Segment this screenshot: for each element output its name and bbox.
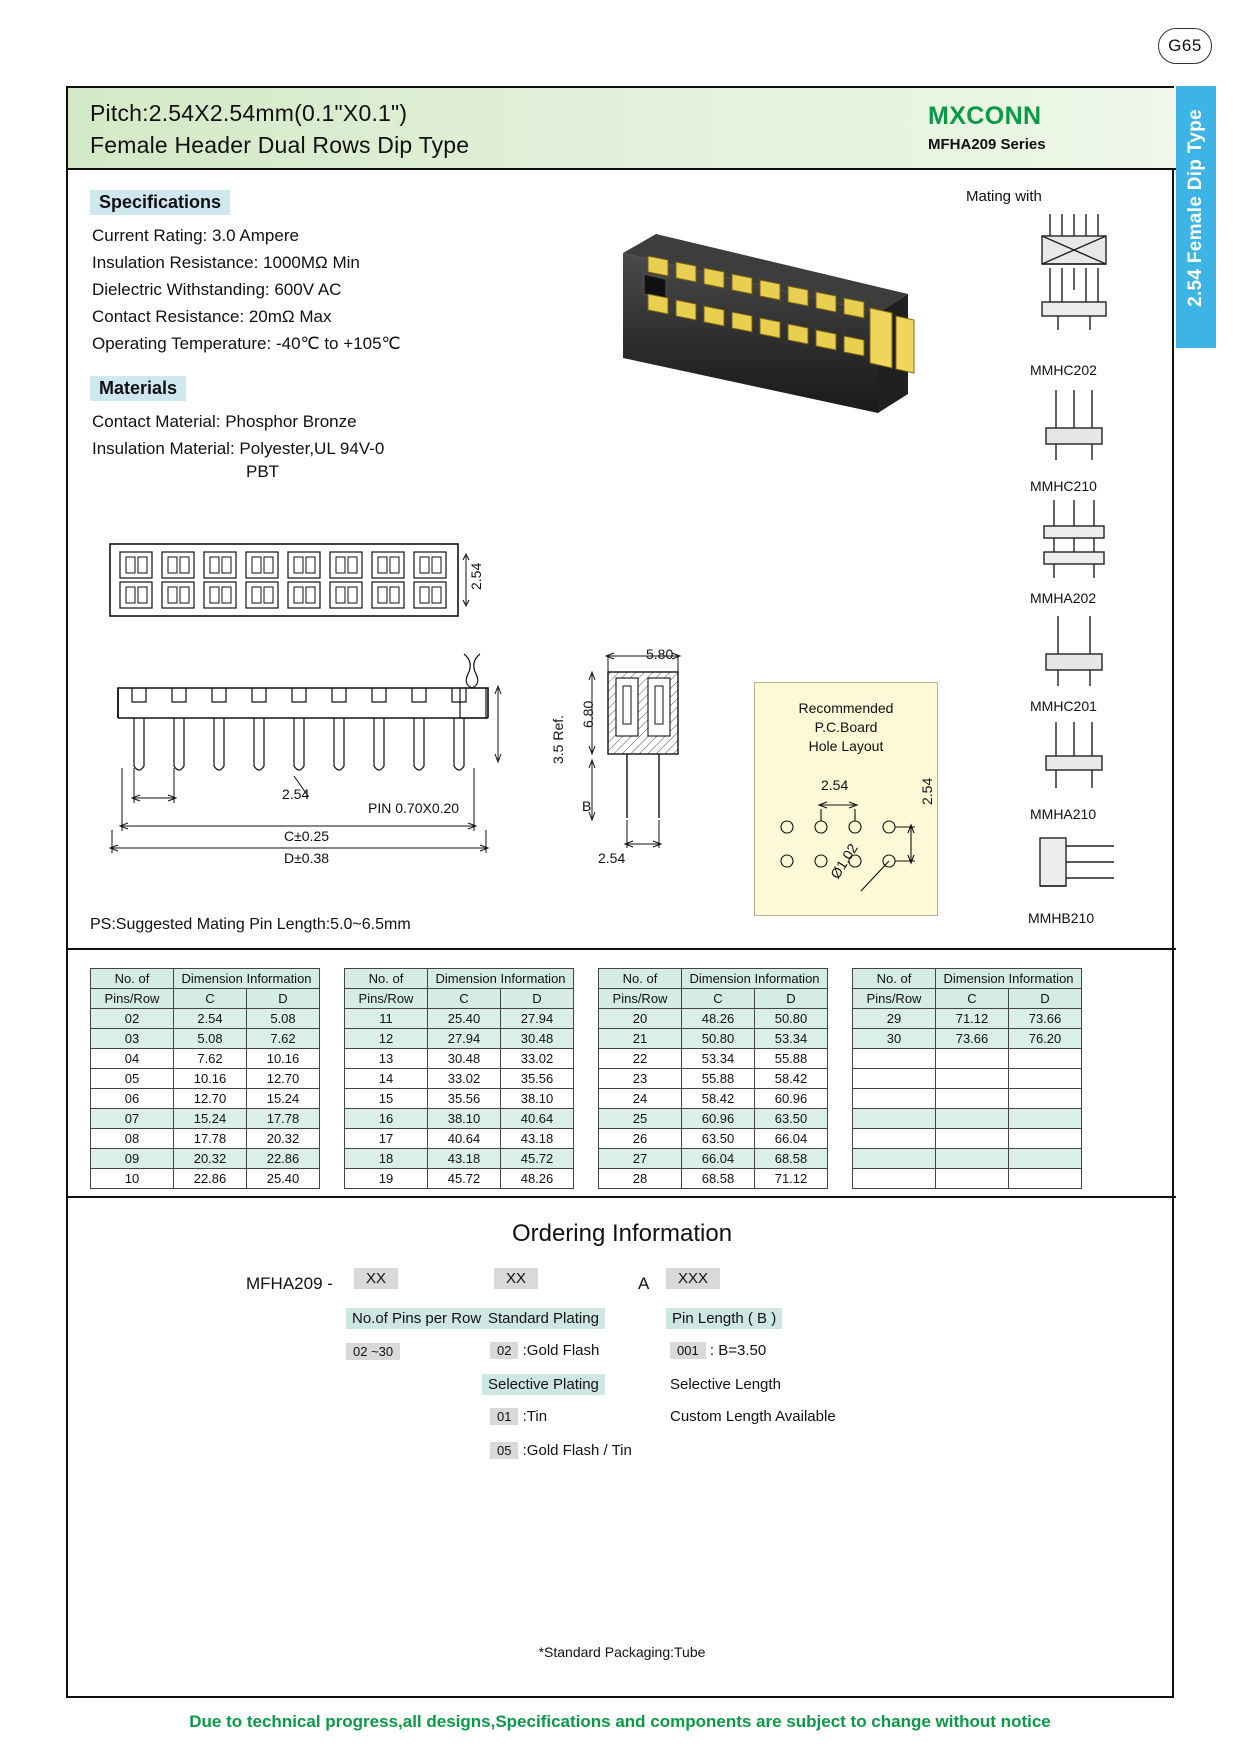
th-pins: No. of (91, 969, 174, 989)
table-subheader-row (91, 989, 320, 1009)
cell-c: 55.88 (682, 1069, 755, 1089)
cell-d: 12.70 (247, 1069, 320, 1089)
dim-pitch-top: 2.54 (468, 562, 484, 590)
cell-pins: 04 (91, 1049, 174, 1069)
dimension-table-block-4 (852, 968, 1082, 1189)
cell-pins (853, 1129, 936, 1149)
cell-d: 15.24 (247, 1089, 320, 1109)
spec-item: Dielectric Withstanding: 600V AC (92, 280, 342, 299)
table-row (345, 1069, 574, 1089)
mating-with-title: Mating with (966, 188, 1042, 205)
header-title-line2: Female Header Dual Rows Dip Type (90, 132, 470, 158)
cell-c: 38.10 (428, 1109, 501, 1129)
cell-pins: 19 (345, 1169, 428, 1189)
cell-c: 73.66 (936, 1029, 1009, 1049)
table-row (599, 1069, 828, 1089)
cell-c: 50.80 (682, 1029, 755, 1049)
ordering-value-gold-tin: :Gold Flash / Tin (522, 1442, 632, 1459)
ordering-note-custom-length: Custom Length Available (670, 1408, 836, 1425)
cell-pins: 05 (91, 1069, 174, 1089)
table-header-row (853, 969, 1082, 989)
ordering-prefix: MFHA209 - (246, 1274, 333, 1293)
cell-c: 5.08 (174, 1029, 247, 1049)
dim-width-580: 5.80 (646, 646, 674, 662)
table-row (853, 1169, 1082, 1189)
cell-pins: 07 (91, 1109, 174, 1129)
spec-item: Contact Resistance: 20mΩ Max (92, 307, 332, 326)
ordering-code-plating: XX (494, 1268, 538, 1289)
cell-d (1009, 1049, 1082, 1069)
cell-c: 25.40 (428, 1009, 501, 1029)
th-d: D (1009, 989, 1082, 1009)
cell-c: 12.70 (174, 1089, 247, 1109)
cell-d: 60.96 (755, 1089, 828, 1109)
table-row (91, 1129, 320, 1149)
table-row (599, 1029, 828, 1049)
cell-d: 43.18 (501, 1129, 574, 1149)
table-row (853, 1009, 1082, 1029)
table-row (91, 1029, 320, 1049)
cell-c: 71.12 (936, 1009, 1009, 1029)
packaging-note: *Standard Packaging:Tube (538, 1644, 706, 1660)
materials-heading: Materials (90, 376, 186, 401)
cell-d: 45.72 (501, 1149, 574, 1169)
cell-c: 40.64 (428, 1129, 501, 1149)
table-row (599, 1129, 828, 1149)
cell-pins: 25 (599, 1109, 682, 1129)
cell-d: 48.26 (501, 1169, 574, 1189)
table-row (91, 1049, 320, 1069)
series-name: MFHA209 Series (928, 136, 1046, 153)
cell-pins: 08 (91, 1129, 174, 1149)
page-footer-note: Due to technical progress,all designs,Specifications and components are subject to change without notice (189, 1712, 1051, 1731)
product-photo (548, 208, 928, 518)
cell-c: 60.96 (682, 1109, 755, 1129)
cell-pins (853, 1089, 936, 1109)
mating-icon-mmhc202 (1028, 206, 1120, 356)
cell-c: 63.50 (682, 1129, 755, 1149)
mating-label-mmhc201: MMHC201 (1030, 698, 1097, 714)
ordering-label-pin-length: Pin Length ( B ) (666, 1308, 782, 1329)
cell-c (936, 1149, 1009, 1169)
ordering-code-gold-flash: 02 (490, 1342, 518, 1359)
cell-d: 35.56 (501, 1069, 574, 1089)
cell-d: 30.48 (501, 1029, 574, 1049)
cell-pins: 06 (91, 1089, 174, 1109)
table-row (599, 1049, 828, 1069)
side-tab-label: 2.54 Female Dip Type (1185, 109, 1206, 307)
th-d: D (501, 989, 574, 1009)
dim-height-680: 6.80 (580, 700, 596, 728)
pcb-pitch-v: 2.54 (919, 777, 935, 805)
table-header-row (91, 969, 320, 989)
cell-pins: 13 (345, 1049, 428, 1069)
cell-d (1009, 1169, 1082, 1189)
pcb-hole-dia: Ø1.02 (827, 840, 861, 882)
cell-d: 58.42 (755, 1069, 828, 1089)
cell-d: 55.88 (755, 1049, 828, 1069)
cell-c: 30.48 (428, 1049, 501, 1069)
cell-d: 66.04 (755, 1129, 828, 1149)
th-dim: Dimension Information (174, 969, 320, 989)
header-title-line1: Pitch:2.54X2.54mm(0.1"X0.1") (90, 100, 408, 126)
table-row (91, 1089, 320, 1109)
cell-d: 50.80 (755, 1009, 828, 1029)
cell-c (936, 1069, 1009, 1089)
cell-c: 17.78 (174, 1129, 247, 1149)
cell-pins: 27 (599, 1149, 682, 1169)
th-pins-row: Pins/Row (599, 989, 682, 1009)
cell-c: 58.42 (682, 1089, 755, 1109)
cell-pins: 24 (599, 1089, 682, 1109)
cell-d: 7.62 (247, 1029, 320, 1049)
th-pins-row: Pins/Row (853, 989, 936, 1009)
specifications-list (92, 222, 401, 357)
cell-d: 17.78 (247, 1109, 320, 1129)
cell-d (1009, 1149, 1082, 1169)
mating-label-mmha202: MMHA202 (1030, 590, 1097, 606)
ordering-code-gold-tin: 05 (490, 1442, 518, 1459)
dim-d: D±0.38 (284, 850, 330, 866)
cell-pins: 16 (345, 1109, 428, 1129)
th-c: C (174, 989, 247, 1009)
cell-c (936, 1169, 1009, 1189)
cell-d: 71.12 (755, 1169, 828, 1189)
table-subheader-row (345, 989, 574, 1009)
table-row (345, 1009, 574, 1029)
cell-c: 2.54 (174, 1009, 247, 1029)
cell-pins (853, 1149, 936, 1169)
cell-pins: 26 (599, 1129, 682, 1149)
drawing-section-view (568, 638, 748, 888)
cell-pins: 23 (599, 1069, 682, 1089)
side-tab (1176, 86, 1216, 348)
cell-pins (853, 1069, 936, 1089)
ordering-title: Ordering Information (511, 1220, 733, 1247)
cell-d: 73.66 (1009, 1009, 1082, 1029)
page-code-badge (1158, 28, 1212, 64)
table-row (345, 1049, 574, 1069)
table-row (853, 1049, 1082, 1069)
cell-c: 15.24 (174, 1109, 247, 1129)
table-row (599, 1149, 828, 1169)
table-subheader-row (599, 989, 828, 1009)
cell-pins: 15 (345, 1089, 428, 1109)
cell-c (936, 1129, 1009, 1149)
page-header (68, 88, 1176, 170)
cell-c: 22.86 (174, 1169, 247, 1189)
dim-ref-height: 3.5 Ref. (550, 714, 566, 764)
cell-d (1009, 1109, 1082, 1129)
ordering-code-length: XXX (666, 1268, 720, 1289)
cell-pins (853, 1049, 936, 1069)
table-row (599, 1169, 828, 1189)
ordering-code-tin: 01 (490, 1408, 518, 1425)
table-row (599, 1009, 828, 1029)
table-row (345, 1169, 574, 1189)
dim-pitch-side: 2.54 (598, 850, 626, 866)
cell-c: 45.72 (428, 1169, 501, 1189)
table-row (853, 1129, 1082, 1149)
cell-pins: 22 (599, 1049, 682, 1069)
cell-pins: 17 (345, 1129, 428, 1149)
pcb-hole-layout (754, 682, 938, 916)
cell-c: 10.16 (174, 1069, 247, 1089)
table-row (345, 1129, 574, 1149)
technical-drawings (68, 528, 1176, 928)
table-row (345, 1029, 574, 1049)
cell-d: 68.58 (755, 1149, 828, 1169)
cell-d (1009, 1089, 1082, 1109)
table-row (345, 1149, 574, 1169)
th-c: C (936, 989, 1009, 1009)
th-pins: No. of (853, 969, 936, 989)
th-c: C (682, 989, 755, 1009)
cell-pins: 29 (853, 1009, 936, 1029)
cell-pins: 20 (599, 1009, 682, 1029)
dimension-table-block-1 (90, 968, 320, 1189)
table-row (345, 1089, 574, 1109)
mating-label-mmhb210: MMHB210 (1028, 910, 1095, 926)
cell-pins: 03 (91, 1029, 174, 1049)
cell-d: 5.08 (247, 1009, 320, 1029)
cell-d: 38.10 (501, 1089, 574, 1109)
materials-list (92, 408, 384, 462)
cell-pins (853, 1109, 936, 1129)
mating-icon-mmhc210 (1028, 384, 1120, 474)
ordering-value-tin: :Tin (522, 1408, 548, 1425)
table-row (91, 1169, 320, 1189)
material-pbt: PBT (246, 462, 280, 481)
th-pins: No. of (599, 969, 682, 989)
cell-d: 63.50 (755, 1109, 828, 1129)
cell-pins: 11 (345, 1009, 428, 1029)
table-row (91, 1109, 320, 1129)
material-item: Insulation Material: Polyester,UL 94V-0 (92, 439, 385, 458)
th-d: D (247, 989, 320, 1009)
cell-d: 10.16 (247, 1049, 320, 1069)
dim-c: C±0.25 (284, 828, 330, 844)
table-row (853, 1069, 1082, 1089)
table-header-row (345, 969, 574, 989)
table-row (91, 1149, 320, 1169)
th-dim: Dimension Information (936, 969, 1082, 989)
cell-c (936, 1049, 1009, 1069)
material-item: Contact Material: Phosphor Bronze (92, 412, 357, 431)
cell-d: 40.64 (501, 1109, 574, 1129)
cell-d (1009, 1129, 1082, 1149)
cell-pins: 18 (345, 1149, 428, 1169)
table-row (853, 1149, 1082, 1169)
drawing-top-view (108, 538, 488, 628)
content-frame (66, 86, 1174, 1698)
cell-c: 20.32 (174, 1149, 247, 1169)
cell-c: 68.58 (682, 1169, 755, 1189)
cell-c: 33.02 (428, 1069, 501, 1089)
table-row (91, 1009, 320, 1029)
pcb-title (755, 699, 937, 756)
ordering-code-letter: A (638, 1274, 650, 1293)
ordering-label-pins: No.of Pins per Row (346, 1308, 487, 1329)
th-pins-row: Pins/Row (345, 989, 428, 1009)
th-d: D (755, 989, 828, 1009)
th-pins-row: Pins/Row (91, 989, 174, 1009)
cell-d: 22.86 (247, 1149, 320, 1169)
table-row (853, 1029, 1082, 1049)
mating-label-mmha210: MMHA210 (1030, 806, 1097, 822)
table-row (853, 1089, 1082, 1109)
cell-pins: 21 (599, 1029, 682, 1049)
ordering-value-gold-flash: :Gold Flash (522, 1342, 600, 1359)
spec-item: Operating Temperature: -40℃ to +105℃ (92, 334, 401, 353)
table-row (853, 1109, 1082, 1129)
dimension-table-block-3 (598, 968, 828, 1189)
specifications-heading: Specifications (90, 190, 230, 215)
spec-item: Current Rating: 3.0 Ampere (92, 226, 299, 245)
cell-c: 48.26 (682, 1009, 755, 1029)
spec-item: Insulation Resistance: 1000MΩ Min (92, 253, 360, 272)
pcb-title-l3: Hole Layout (808, 738, 884, 754)
cell-pins: 14 (345, 1069, 428, 1089)
cell-pins: 30 (853, 1029, 936, 1049)
table-row (91, 1069, 320, 1089)
dim-letter-b: B (582, 798, 592, 814)
cell-d: 53.34 (755, 1029, 828, 1049)
cell-d: 27.94 (501, 1009, 574, 1029)
brand-logo-text: MXCONN (928, 102, 1042, 130)
cell-d (1009, 1069, 1082, 1089)
cell-d: 33.02 (501, 1049, 574, 1069)
ordering-value-pins: 02 ~30 (346, 1343, 400, 1360)
cell-pins: 28 (599, 1169, 682, 1189)
cell-pins: 10 (91, 1169, 174, 1189)
pcb-title-l1: Recommended (798, 700, 894, 716)
dimension-table-block-2 (344, 968, 574, 1189)
cell-d: 76.20 (1009, 1029, 1082, 1049)
cell-d: 25.40 (247, 1169, 320, 1189)
table-row (599, 1089, 828, 1109)
cell-c: 53.34 (682, 1049, 755, 1069)
ordering-label-standard-plating: Standard Plating (482, 1308, 605, 1329)
table-subheader-row (853, 989, 1082, 1009)
th-pins: No. of (345, 969, 428, 989)
cell-pins (853, 1169, 936, 1189)
mating-pin-length-note: PS:Suggested Mating Pin Length:5.0~6.5mm (90, 916, 411, 933)
cell-c: 43.18 (428, 1149, 501, 1169)
table-header-row (599, 969, 828, 989)
dimension-tables (68, 948, 1176, 1198)
cell-c: 35.56 (428, 1089, 501, 1109)
cell-pins: 02 (91, 1009, 174, 1029)
pcb-pitch-h: 2.54 (821, 777, 849, 793)
pcb-title-l2: P.C.Board (814, 719, 878, 735)
th-c: C (428, 989, 501, 1009)
mating-label-mmhc202: MMHC202 (1030, 362, 1097, 378)
dim-pin-size: PIN 0.70X0.20 (368, 800, 460, 816)
cell-pins: 09 (91, 1149, 174, 1169)
page-code-text: G65 (1168, 36, 1202, 55)
ordering-value-b350: : B=3.50 (709, 1342, 767, 1359)
cell-c (936, 1089, 1009, 1109)
cell-c: 27.94 (428, 1029, 501, 1049)
dim-pitch-front: 2.54 (282, 786, 310, 802)
cell-c: 7.62 (174, 1049, 247, 1069)
th-dim: Dimension Information (428, 969, 574, 989)
cell-pins: 12 (345, 1029, 428, 1049)
ordering-label-selective-plating: Selective Plating (482, 1374, 605, 1395)
cell-c: 66.04 (682, 1149, 755, 1169)
table-row (599, 1109, 828, 1129)
cell-c (936, 1109, 1009, 1129)
ordering-code-b350: 001 (670, 1342, 706, 1359)
cell-d: 20.32 (247, 1129, 320, 1149)
ordering-note-selective-length: Selective Length (670, 1376, 781, 1393)
th-dim: Dimension Information (682, 969, 828, 989)
table-row (345, 1109, 574, 1129)
ordering-code-pins: XX (354, 1268, 398, 1289)
mating-label-mmhc210: MMHC210 (1030, 478, 1097, 494)
